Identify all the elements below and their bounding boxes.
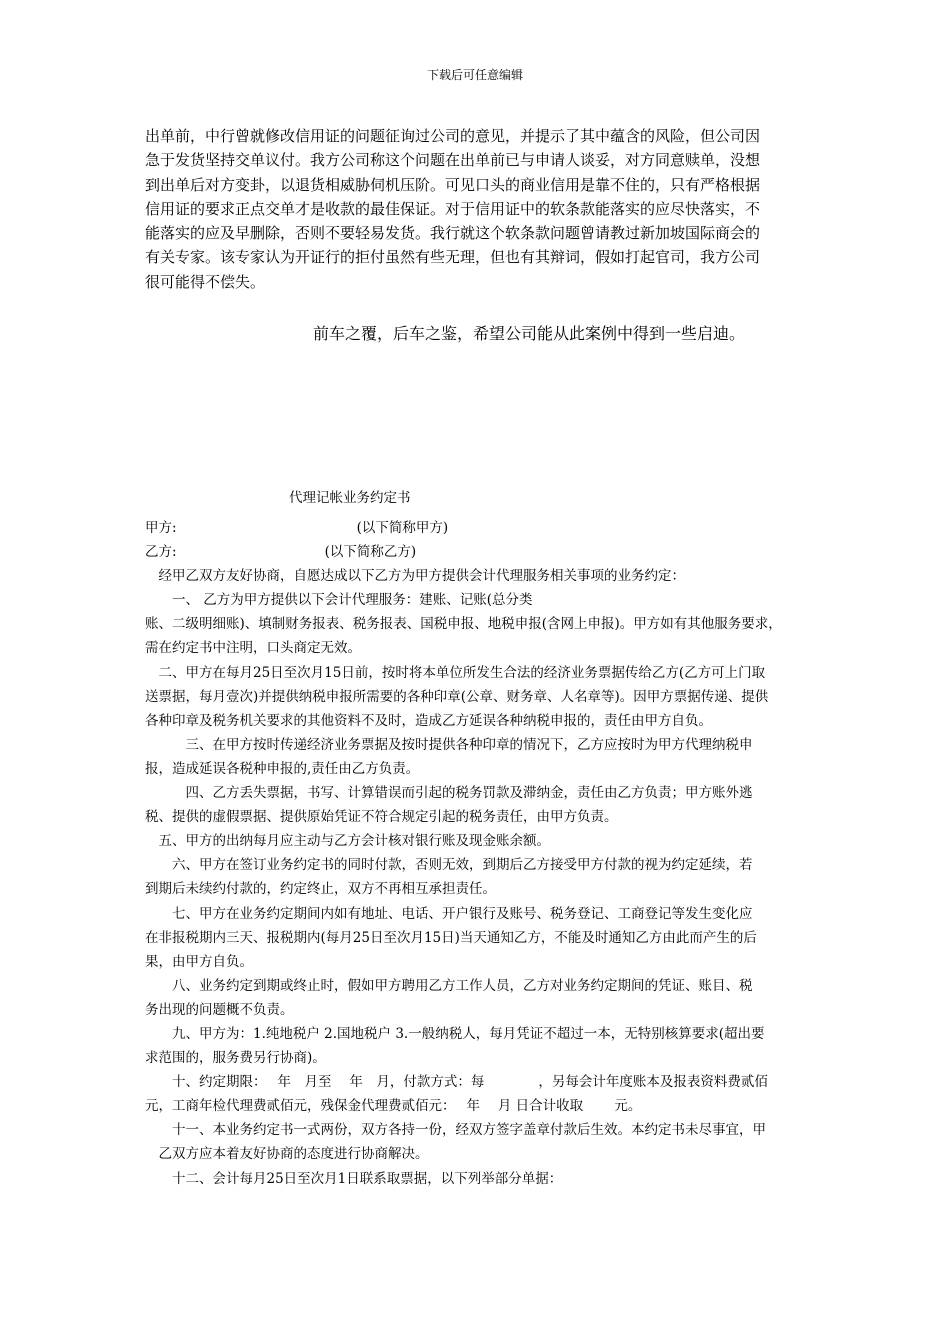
contract-line: 在非报税期内三天、报税期内(每月25日至次月15日)当天通知乙方，不能及时通知乙方由此而产生的后 (145, 929, 757, 946)
contract-line: 十、约定期限： 年 月至 年 月，付款方式：每 ，另每会计年度账本及报表资料费贰佰 (145, 1074, 768, 1091)
contract-title: 代理记帐业务约定书 (289, 490, 411, 506)
party-a-line (145, 516, 813, 540)
contract-line: 五、甲方的出纳每月应主动与乙方会计核对银行账及现金账余额。 (145, 833, 550, 850)
intro-line: 信用证的要求正点交单才是收款的最佳保证。对于信用证中的软条款能落实的应尽快落实，不 (145, 199, 761, 218)
party-a-label: 甲方: (145, 520, 177, 536)
contract-line: 果，由甲方自负。 (145, 953, 253, 970)
contract-line: 到期后未续约付款的，约定终止，双方不再相互承担责任。 (145, 881, 496, 898)
contract-line: 账、二级明细账)、填制财务报表、税务报表、国税申报、地税申报(含网上申报)。甲方如有其他服务要求， (145, 616, 782, 633)
intro-line: 很可能得不偿失。 (145, 272, 266, 291)
intro-line: 急于发货坚持交单议付。我方公司称这个问题在出单前已与申请人谈妥，对方同意赎单，没想 (145, 151, 761, 170)
contract-line: 求范围的，服务费另行协商)。 (145, 1050, 326, 1067)
contract-line: 送票据，每月壹次)并提供纳税申报所需要的各种印章(公章、财务章、人名章等)。因甲方票据传递、提供 (145, 688, 769, 705)
contract-line: 二、甲方在每月25日至次月15日前，按时将本单位所发生合法的经济业务票据传给乙方(乙方可上门取 (145, 664, 766, 681)
contract-line: 各种印章及税务机关要求的其他资料不及时，造成乙方延误各种纳税申报的，责任由甲方自负。 (145, 712, 712, 729)
contract-line: 一、 乙方为甲方提供以下会计代理服务：建账、记账(总分类 (145, 592, 533, 609)
intro-line: 能落实的应及早删除，否则不要轻易发货。我行就这个软条款问题曾请教过新加坡国际商会的 (145, 224, 761, 243)
contract-line: 七、甲方在业务约定期间内如有地址、电话、开户银行及账号、税务登记、工商登记等发生变化应 (145, 905, 753, 922)
contract-line: 务出现的问题概不负责。 (145, 1001, 294, 1018)
contract-line: 报，造成延误各税种申报的,责任由乙方负责。 (145, 760, 420, 777)
intro-line: 有关专家。该专家认为开证行的拒付虽然有些无理，但也有其辩词，假如打起官司，我方公司 (145, 248, 761, 267)
contract-line: 元，工商年检代理费贰佰元，残保金代理费贰佰元： 年 月 日合计收取 元。 (145, 1098, 642, 1115)
contract-body (145, 516, 813, 1191)
contract-line: 乙双方应本着友好协商的态度进行协商解决。 (145, 1146, 429, 1163)
contract-line: 税、提供的虚假票据、提供原始凭证不符合规定引起的税务责任，由甲方负责。 (145, 809, 618, 826)
contract-line: 四、乙方丢失票据，书写、计算错误而引起的税务罚款及滞纳金，责任由乙方负责；甲方账外逃 (145, 785, 753, 802)
page-header: 下载后可任意编辑 (426, 68, 523, 82)
intro-line: 出单前，中行曾就修改信用证的问题征询过公司的意见，并提示了其中蕴含的风险，但公司因 (145, 127, 761, 145)
contract-line: 十二、会计每月25日至次月1日联系取票据，以下列举部分单据： (145, 1170, 563, 1187)
contract-line: 经甲乙双方友好协商，自愿达成以下乙方为甲方提供会计代理服务相关事项的业务约定： (145, 568, 685, 585)
contract-line: 六、甲方在签订业务约定书的同时付款，否则无效，到期后乙方接受甲方付款的视为约定延续，若 (145, 857, 753, 874)
party-b-label: 乙方: (145, 544, 177, 561)
party-a-note: (以下简称甲方) (356, 520, 449, 536)
closing-quote: 前车之覆，后车之鉴，希望公司能从此案例中得到一些启迪。 (313, 324, 746, 343)
contract-line: 三、在甲方按时传递经济业务票据及按时提供各种印章的情况下，乙方应按时为甲方代理纳税申 (145, 736, 753, 753)
contract-line: 九、甲方为：1.纯地税户 2.国地税户 3.一般纳税人，每月凭证不超过一本，无特别核算要求(超出要 (145, 1025, 765, 1042)
intro-line: 到出单后对方变卦，以退货相威胁伺机压阶。可见口头的商业信用是靠不住的，只有严格根据 (145, 175, 761, 194)
contract-line: 十一、本业务约定书一式两份，双方各持一份，经双方签字盖章付款后生效。本约定书未尽事宜，甲 (145, 1122, 766, 1139)
party-b-line (145, 540, 813, 564)
contract-line: 需在约定书中注明，口头商定无效。 (145, 640, 361, 657)
party-b-note: (以下简称乙方) (324, 544, 417, 561)
contract-line: 八、业务约定到期或终止时，假如甲方聘用乙方工作人员，乙方对业务约定期间的凭证、账目、税 (145, 977, 753, 994)
intro-section (145, 124, 805, 294)
